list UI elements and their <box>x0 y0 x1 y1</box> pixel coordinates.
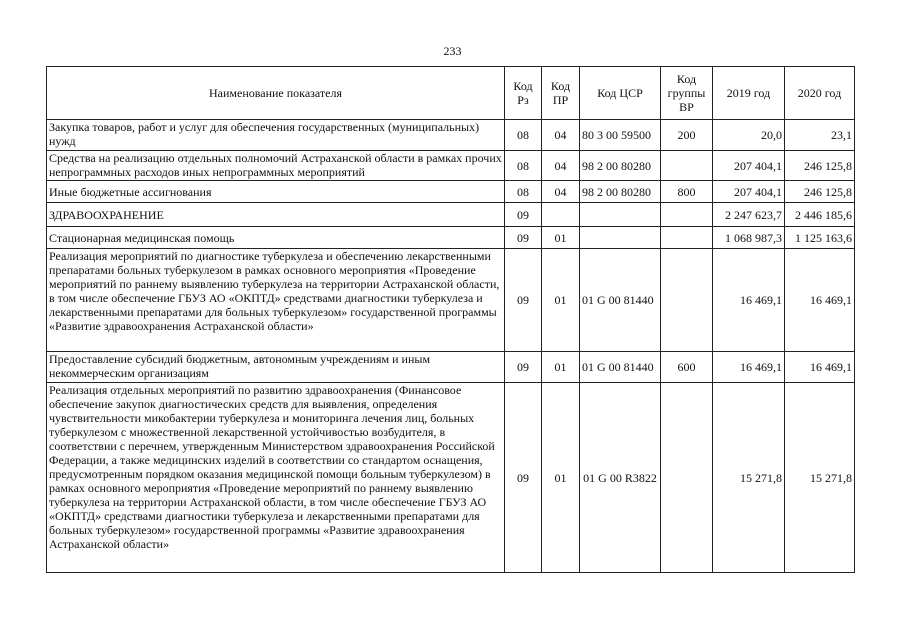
header-name: Наименование показателя <box>47 67 505 120</box>
row-pr: 04 <box>542 151 580 181</box>
row-name: Иные бюджетные ассигнования <box>47 181 505 203</box>
row-csr: 80 3 00 59500 <box>580 120 661 151</box>
row-2019: 207 404,1 <box>713 151 785 181</box>
header-vr: Код группы ВР <box>661 67 713 120</box>
row-csr: 01 G 00 R3822 <box>580 383 661 573</box>
row-2020: 15 271,8 <box>785 383 855 573</box>
header-rz: Код Рз <box>505 67 542 120</box>
table-row <box>47 249 855 352</box>
table-row <box>47 181 855 203</box>
row-csr: 01 G 00 81440 <box>580 352 661 383</box>
row-2020: 1 125 163,6 <box>785 227 855 249</box>
row-2019: 20,0 <box>713 120 785 151</box>
row-2019: 16 469,1 <box>713 352 785 383</box>
row-rz: 09 <box>505 383 542 573</box>
row-csr: 01 G 00 81440 <box>580 249 661 352</box>
row-rz: 09 <box>505 249 542 352</box>
row-2020: 2 446 185,6 <box>785 203 855 227</box>
row-2020: 16 469,1 <box>785 249 855 352</box>
row-vr: 200 <box>661 120 713 151</box>
row-2019: 16 469,1 <box>713 249 785 352</box>
row-name: Реализация отдельных мероприятий по развитию здравоохранения (Финансовое обеспечение закупок диагностических средств для выявления, определения чувствительности микобактерии туберкулеза и мониторинга лечения лиц, больных туберкулезом с множественной лекарственной устойчивостью возбудителя, в соответствии с перечнем, утвержденным Министерством здравоохранения Российской Федерации, а также медицинских изделий в соответствии со стандартом оснащения, предусмотренным порядком оказания медицинской помощи больным туберкулезом) в рамках основного мероприятия «Проведение мероприятий по раннему выявлению туберкулеза на территории Астраханской области, в том числе обеспечение ГБУЗ АО «ОКПТД» средствами диагностики туберкулеза и лекарственными препаратами для больных туберкулезом» государственной программы «Развитие здравоохранения Астраханской области» <box>47 383 505 573</box>
budget-table <box>46 66 855 573</box>
row-pr <box>542 203 580 227</box>
table-row <box>47 151 855 181</box>
row-name: Реализация мероприятий по диагностике туберкулеза и обеспечению лекарственными препаратами больных туберкулезом в рамках основного мероприятия «Проведение мероприятий по раннему выявлению туберкулеза на территории Астраханской области, в том числе обеспечение ГБУЗ АО «ОКПТД» средствами диагностики туберкулеза и лекарственными препаратами для больных туберкулезом» государственной программы «Развитие здравоохранения Астраханской области» <box>47 249 505 352</box>
row-rz: 09 <box>505 352 542 383</box>
row-pr: 01 <box>542 352 580 383</box>
row-2020: 246 125,8 <box>785 151 855 181</box>
table-header-row <box>47 67 855 120</box>
row-name: ЗДРАВООХРАНЕНИЕ <box>47 203 505 227</box>
table-row <box>47 120 855 151</box>
header-2019: 2019 год <box>713 67 785 120</box>
row-pr: 01 <box>542 383 580 573</box>
row-vr <box>661 227 713 249</box>
header-csr: Код ЦСР <box>580 67 661 120</box>
row-vr: 600 <box>661 352 713 383</box>
row-pr: 01 <box>542 249 580 352</box>
row-pr: 04 <box>542 120 580 151</box>
row-csr <box>580 203 661 227</box>
row-name: Закупка товаров, работ и услуг для обеспечения государственных (муниципальных) нужд <box>47 120 505 151</box>
row-name: Стационарная медицинская помощь <box>47 227 505 249</box>
row-2019: 2 247 623,7 <box>713 203 785 227</box>
row-rz: 08 <box>505 120 542 151</box>
row-rz: 08 <box>505 181 542 203</box>
row-vr <box>661 151 713 181</box>
row-name: Предоставление субсидий бюджетным, автономным учреждениям и иным некоммерческим организациям <box>47 352 505 383</box>
table-row <box>47 383 855 573</box>
row-2020: 23,1 <box>785 120 855 151</box>
row-pr: 01 <box>542 227 580 249</box>
row-csr: 98 2 00 80280 <box>580 151 661 181</box>
row-vr <box>661 203 713 227</box>
table-row <box>47 227 855 249</box>
row-2020: 246 125,8 <box>785 181 855 203</box>
row-2020: 16 469,1 <box>785 352 855 383</box>
row-2019: 207 404,1 <box>713 181 785 203</box>
table-row <box>47 203 855 227</box>
row-csr <box>580 227 661 249</box>
row-name: Средства на реализацию отдельных полномочий Астраханской области в рамках прочих непрограммных расходов иных непрограммных мероприятий <box>47 151 505 181</box>
row-2019: 15 271,8 <box>713 383 785 573</box>
row-vr <box>661 383 713 573</box>
row-vr: 800 <box>661 181 713 203</box>
row-rz: 09 <box>505 227 542 249</box>
row-rz: 08 <box>505 151 542 181</box>
row-2019: 1 068 987,3 <box>713 227 785 249</box>
row-csr: 98 2 00 80280 <box>580 181 661 203</box>
row-vr <box>661 249 713 352</box>
header-2020: 2020 год <box>785 67 855 120</box>
table-row <box>47 352 855 383</box>
row-pr: 04 <box>542 181 580 203</box>
header-pr: Код ПР <box>542 67 580 120</box>
row-rz: 09 <box>505 203 542 227</box>
page-number: 233 <box>443 44 462 58</box>
